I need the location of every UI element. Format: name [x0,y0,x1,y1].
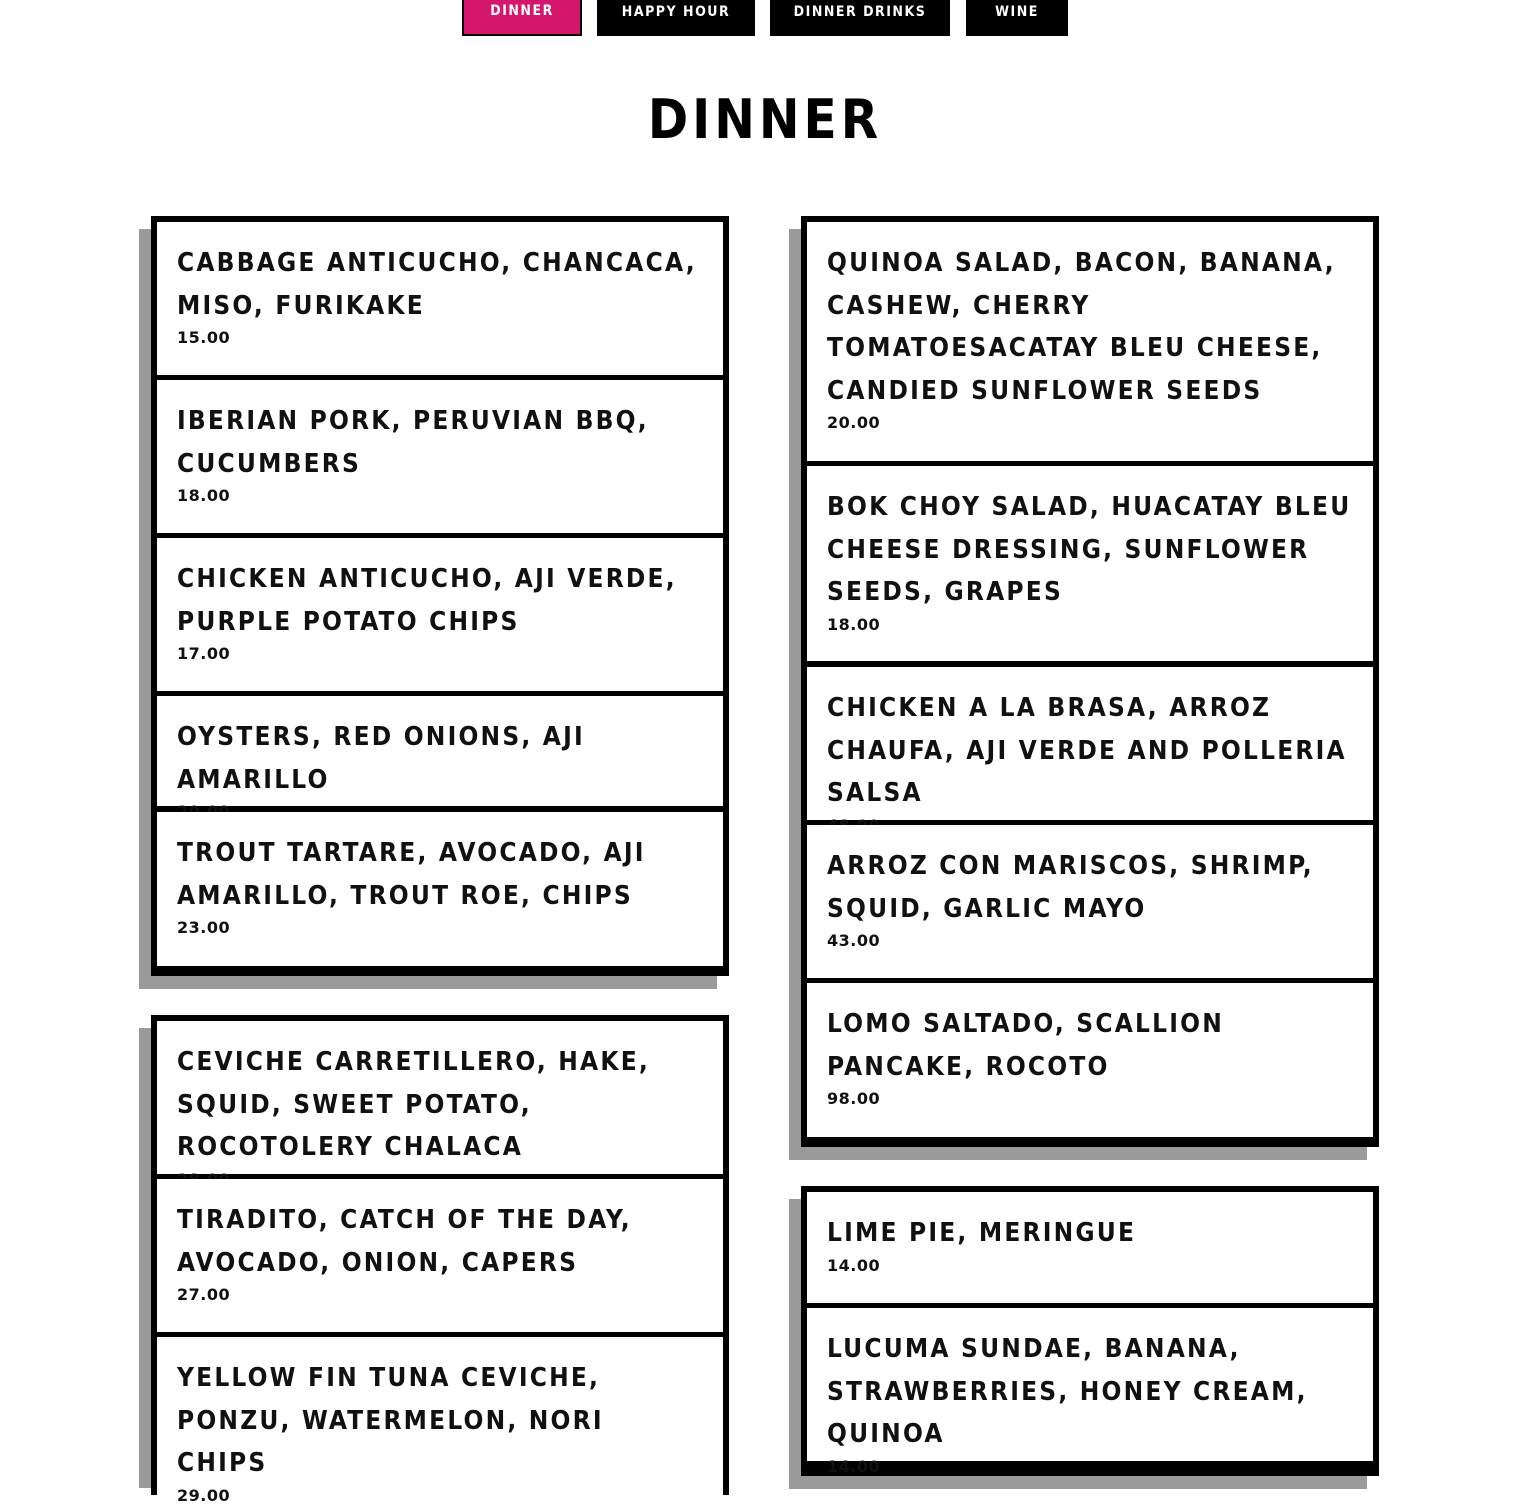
tab-happy-hour[interactable]: HAPPY HOUR [597,0,755,36]
menu-item [157,696,723,806]
menu-item [157,1179,723,1332]
menu-item-price: 29.00 [177,1485,231,1505]
menu-item [807,466,1373,661]
menu-item-name: LOMO SALTADO, SCALLION PANCAKE, ROCOTO [827,1009,1224,1082]
menu-item-price: 23.00 [177,918,231,937]
tab-dinner-drinks[interactable]: DINNER DRINKS [770,0,950,36]
menu-item [157,538,723,691]
page-title: DINNER [647,88,883,151]
menu-item [807,1192,1373,1303]
menu-item-name: YELLOW FIN TUNA CEVICHE, PONZU, WATERMELON, NORI CHIPS [177,1363,604,1478]
menu-item-name: CHICKEN ANTICUCHO, AJI VERDE, PURPLE POTATO CHIPS [177,564,677,637]
menu-item-name: QUINOA SALAD, BACON, BANANA, CASHEW, CHERRY TOMATOESACATAY BLEU CHEESE, CANDIED SUNFLOWER SEEDS [827,248,1336,406]
menu-item-name: OYSTERS, RED ONIONS, AJI AMARILLO [177,722,585,795]
menu-item-price: 18.00 [827,614,881,634]
menu-item [807,825,1373,978]
menu-item [157,380,723,533]
menu-item-name: LIME PIE, MERINGUE [827,1218,1137,1248]
menu-item [157,1337,723,1505]
menu-item [807,222,1373,461]
menu-item [807,667,1373,820]
menu-item-price: 27.00 [177,1285,231,1304]
menu-item [157,1021,723,1174]
menu-section-left-bottom [151,1015,729,1505]
menu-item-name: CHICKEN A LA BRASA, ARROZ CHAUFA, AJI VERDE AND POLLERIA SALSA [827,693,1347,808]
menu-section-right-bottom [801,1186,1379,1476]
menu-item-price: 18.00 [177,486,231,505]
menu-item-price: 14.00 [827,1255,881,1275]
menu-item-price: 15.00 [177,328,231,347]
menu-tabs [0,0,1530,36]
menu-item-price: 98.00 [827,1089,881,1108]
menu-item-name: LUCUMA SUNDAE, BANANA, STRAWBERRIES, HONEY CREAM, QUINOA [827,1334,1308,1449]
menu-item-name: CABBAGE ANTICUCHO, CHANCACA, MISO, FURIKAKE [177,248,697,321]
menu-item-price: 43.00 [827,931,881,950]
menu-item [807,983,1373,1137]
menu-item-price: 17.00 [177,644,231,663]
menu-item-name: TROUT TARTARE, AVOCADO, AJI AMARILLO, TROUT ROE, CHIPS [177,838,646,911]
menu-item [807,1308,1373,1476]
menu-item-price: 20.00 [827,413,881,432]
menu-item [157,222,723,375]
menu-item-name: CEVICHE CARRETILLERO, HAKE, SQUID, SWEET POTATO, ROCOTOLERY CHALACA [177,1047,650,1162]
menu-item-name: BOK CHOY SALAD, HUACATAY BLEU CHEESE DRESSING, SUNFLOWER SEEDS, GRAPES [827,492,1352,607]
menu-item-price: 14.00 [827,1456,881,1476]
menu-item-name: IBERIAN PORK, PERUVIAN BBQ, CUCUMBERS [177,406,649,479]
tab-wine[interactable]: WINE [966,0,1068,36]
menu-section-left-top [151,216,729,976]
menu-section-right-top [801,216,1379,1147]
menu-item [157,812,723,966]
tab-dinner[interactable]: DINNER [462,0,582,36]
menu-item-name: ARROZ CON MARISCOS, SHRIMP, SQUID, GARLIC MAYO [827,851,1314,924]
menu-item-name: TIRADITO, CATCH OF THE DAY, AVOCADO, ONION, CAPERS [177,1205,632,1278]
